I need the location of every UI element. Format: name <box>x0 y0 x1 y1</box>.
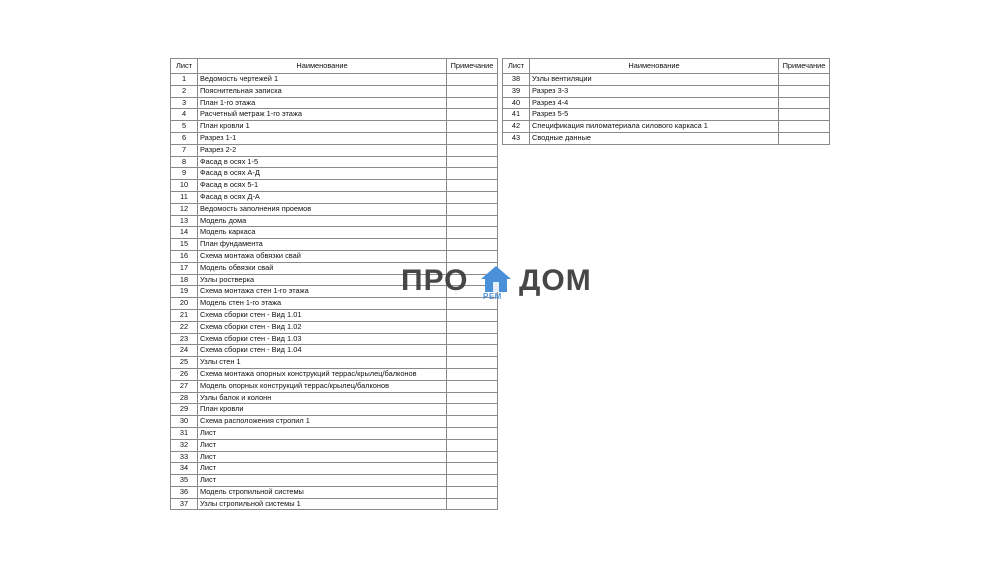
table-row <box>171 451 498 463</box>
sheet-number-cell: 29 <box>171 404 198 416</box>
sheet-number-cell: 30 <box>171 416 198 428</box>
table-row <box>171 85 498 97</box>
sheet-number-cell: 36 <box>171 486 198 498</box>
table-row <box>171 168 498 180</box>
table-row <box>171 475 498 487</box>
sheet-note-cell <box>447 309 498 321</box>
sheet-name-cell: Ведомость чертежей 1 <box>198 74 447 86</box>
sheet-name-cell: Лист <box>198 451 447 463</box>
sheet-note-cell <box>447 392 498 404</box>
column-header-name: Наименование <box>530 59 779 74</box>
sheet-note-cell <box>447 439 498 451</box>
table-row <box>503 74 830 86</box>
sheet-note-cell <box>447 239 498 251</box>
sheet-name-cell: Модель опорных конструкций террас/крылец/балконов <box>198 380 447 392</box>
sheet-number-cell: 31 <box>171 427 198 439</box>
sheet-number-cell: 24 <box>171 345 198 357</box>
table-row <box>171 345 498 357</box>
table-row <box>171 439 498 451</box>
sheet-note-cell <box>447 380 498 392</box>
sheet-number-cell: 26 <box>171 368 198 380</box>
table-row <box>171 416 498 428</box>
column-header-name: Наименование <box>198 59 447 74</box>
table-row <box>503 109 830 121</box>
sheet-number-cell: 16 <box>171 250 198 262</box>
sheet-note-cell <box>447 132 498 144</box>
sheet-note-cell <box>779 109 830 121</box>
sheet-note-cell <box>447 357 498 369</box>
sheet-number-cell: 28 <box>171 392 198 404</box>
logo-text-pro: ПРО <box>401 264 469 297</box>
sheet-note-cell <box>447 416 498 428</box>
sheet-name-cell: Фасад в осях 1-5 <box>198 156 447 168</box>
watermark-logo <box>401 264 601 306</box>
sheet-name-cell: Разрез 2-2 <box>198 144 447 156</box>
table-row <box>171 404 498 416</box>
sheet-note-cell <box>447 85 498 97</box>
sheet-number-cell: 11 <box>171 191 198 203</box>
sheet-name-cell: Схема монтажа обвязки свай <box>198 250 447 262</box>
sheet-note-cell <box>447 191 498 203</box>
sheet-note-cell <box>447 227 498 239</box>
sheet-note-cell <box>779 85 830 97</box>
table-row <box>171 486 498 498</box>
logo-text-dom: ДОМ <box>519 264 592 297</box>
sheet-number-cell: 25 <box>171 357 198 369</box>
sheet-name-cell: Разрез 5-5 <box>530 109 779 121</box>
table-row <box>171 74 498 86</box>
sheet-note-cell <box>447 121 498 133</box>
sheet-name-cell: Фасад в осях Д-А <box>198 191 447 203</box>
sheet-name-cell: Схема сборки стен - Вид 1.04 <box>198 345 447 357</box>
sheet-name-cell: Узлы стропильной системы 1 <box>198 498 447 510</box>
sheet-name-cell: План кровли 1 <box>198 121 447 133</box>
sheet-number-cell: 6 <box>171 132 198 144</box>
table-row <box>171 227 498 239</box>
sheet-name-cell: Схема монтажа стен 1-го этажа <box>198 286 447 298</box>
sheet-number-cell: 27 <box>171 380 198 392</box>
sheet-name-cell: План фундамента <box>198 239 447 251</box>
drawing-register-table-right <box>502 58 830 145</box>
sheet-number-cell: 40 <box>503 97 530 109</box>
logo-text-rem: РЕМ <box>483 292 502 301</box>
table-row <box>171 191 498 203</box>
table-row <box>503 121 830 133</box>
sheet-number-cell: 21 <box>171 309 198 321</box>
sheet-name-cell: Фасад в осях 5-1 <box>198 180 447 192</box>
sheet-name-cell: Схема сборки стен - Вид 1.01 <box>198 309 447 321</box>
sheet-number-cell: 22 <box>171 321 198 333</box>
table-header-row <box>503 59 830 74</box>
sheet-note-cell <box>447 144 498 156</box>
sheet-note-cell <box>447 486 498 498</box>
table-row <box>171 144 498 156</box>
sheet-name-cell: Разрез 3-3 <box>530 85 779 97</box>
sheet-number-cell: 5 <box>171 121 198 133</box>
sheet-name-cell: Модель обвязки свай <box>198 262 447 274</box>
house-icon <box>479 264 513 294</box>
sheet-number-cell: 1 <box>171 74 198 86</box>
sheet-note-cell <box>447 215 498 227</box>
sheet-name-cell: Схема монтажа опорных конструкций террас/крылец/балконов <box>198 368 447 380</box>
sheet-name-cell: Лист <box>198 475 447 487</box>
sheet-name-cell: Модель каркаса <box>198 227 447 239</box>
sheet-name-cell: Узлы стен 1 <box>198 357 447 369</box>
table-row <box>171 463 498 475</box>
table-row <box>503 97 830 109</box>
sheet-name-cell: Узлы балок и колонн <box>198 392 447 404</box>
sheet-number-cell: 32 <box>171 439 198 451</box>
sheet-name-cell: Модель дома <box>198 215 447 227</box>
sheet-name-cell: Лист <box>198 463 447 475</box>
table-row <box>171 203 498 215</box>
sheet-number-cell: 19 <box>171 286 198 298</box>
sheet-number-cell: 15 <box>171 239 198 251</box>
table-row <box>171 121 498 133</box>
sheet-number-cell: 34 <box>171 463 198 475</box>
sheet-note-cell <box>779 74 830 86</box>
table-row <box>171 156 498 168</box>
table-row <box>171 333 498 345</box>
table-row <box>171 368 498 380</box>
table-row <box>171 357 498 369</box>
sheet-name-cell: План 1-го этажа <box>198 97 447 109</box>
sheet-name-cell: Узлы ростверка <box>198 274 447 286</box>
table-row <box>171 109 498 121</box>
sheet-note-cell <box>447 427 498 439</box>
table-row <box>171 239 498 251</box>
table-row <box>171 215 498 227</box>
sheet-name-cell: Сводные данные <box>530 132 779 144</box>
column-header-sheet: Лист <box>503 59 530 74</box>
sheet-note-cell <box>447 97 498 109</box>
sheet-number-cell: 20 <box>171 298 198 310</box>
sheet-number-cell: 38 <box>503 74 530 86</box>
sheet-name-cell: Схема расположения стропил 1 <box>198 416 447 428</box>
sheet-name-cell: Разрез 1-1 <box>198 132 447 144</box>
sheet-name-cell: Расчетный метраж 1-го этажа <box>198 109 447 121</box>
sheet-number-cell: 12 <box>171 203 198 215</box>
sheet-number-cell: 14 <box>171 227 198 239</box>
sheet-number-cell: 10 <box>171 180 198 192</box>
sheet-number-cell: 13 <box>171 215 198 227</box>
sheet-number-cell: 42 <box>503 121 530 133</box>
table-row <box>503 132 830 144</box>
sheet-name-cell: Лист <box>198 427 447 439</box>
sheet-note-cell <box>447 109 498 121</box>
sheet-note-cell <box>447 368 498 380</box>
table-row <box>171 250 498 262</box>
sheet-name-cell: Фасад в осях А-Д <box>198 168 447 180</box>
table-row <box>171 321 498 333</box>
sheet-number-cell: 35 <box>171 475 198 487</box>
column-header-note: Примечание <box>447 59 498 74</box>
sheet-name-cell: Схема сборки стен - Вид 1.03 <box>198 333 447 345</box>
table-row <box>503 85 830 97</box>
sheet-note-cell <box>447 333 498 345</box>
table-row <box>171 132 498 144</box>
table-row <box>171 392 498 404</box>
sheet-number-cell: 4 <box>171 109 198 121</box>
sheet-number-cell: 41 <box>503 109 530 121</box>
sheet-number-cell: 2 <box>171 85 198 97</box>
sheet-note-cell <box>779 97 830 109</box>
sheet-note-cell <box>447 404 498 416</box>
column-header-note: Примечание <box>779 59 830 74</box>
table-row <box>171 427 498 439</box>
sheet-name-cell: Схема сборки стен - Вид 1.02 <box>198 321 447 333</box>
sheet-note-cell <box>447 451 498 463</box>
sheet-note-cell <box>447 74 498 86</box>
sheet-note-cell <box>447 180 498 192</box>
table-row <box>171 309 498 321</box>
table-row <box>171 498 498 510</box>
sheet-number-cell: 23 <box>171 333 198 345</box>
sheet-name-cell: Лист <box>198 439 447 451</box>
sheet-note-cell <box>447 250 498 262</box>
sheet-note-cell <box>447 203 498 215</box>
sheet-name-cell: Спецификация пиломатериала силового каркаса 1 <box>530 121 779 133</box>
sheet-note-cell <box>447 345 498 357</box>
sheet-note-cell <box>447 321 498 333</box>
sheet-note-cell <box>779 132 830 144</box>
sheet-name-cell: Ведомость заполнения проемов <box>198 203 447 215</box>
sheet-number-cell: 33 <box>171 451 198 463</box>
sheet-note-cell <box>447 463 498 475</box>
sheet-note-cell <box>447 156 498 168</box>
sheet-name-cell: Пояснительная записка <box>198 85 447 97</box>
sheet-note-cell <box>447 475 498 487</box>
sheet-note-cell <box>779 121 830 133</box>
sheet-note-cell <box>447 498 498 510</box>
sheet-name-cell: Разрез 4-4 <box>530 97 779 109</box>
sheet-name-cell: Узлы вентиляции <box>530 74 779 86</box>
sheet-note-cell <box>447 168 498 180</box>
sheet-number-cell: 8 <box>171 156 198 168</box>
sheet-name-cell: Модель стен 1-го этажа <box>198 298 447 310</box>
sheet-number-cell: 9 <box>171 168 198 180</box>
sheet-number-cell: 37 <box>171 498 198 510</box>
sheet-name-cell: План кровли <box>198 404 447 416</box>
column-header-sheet: Лист <box>171 59 198 74</box>
sheet-number-cell: 7 <box>171 144 198 156</box>
sheet-number-cell: 43 <box>503 132 530 144</box>
sheet-number-cell: 18 <box>171 274 198 286</box>
sheet-name-cell: Модель стропильной системы <box>198 486 447 498</box>
table-header-row <box>171 59 498 74</box>
sheet-number-cell: 17 <box>171 262 198 274</box>
table-row <box>171 97 498 109</box>
table-row <box>171 180 498 192</box>
sheet-number-cell: 39 <box>503 85 530 97</box>
table-row <box>171 380 498 392</box>
sheet-number-cell: 3 <box>171 97 198 109</box>
